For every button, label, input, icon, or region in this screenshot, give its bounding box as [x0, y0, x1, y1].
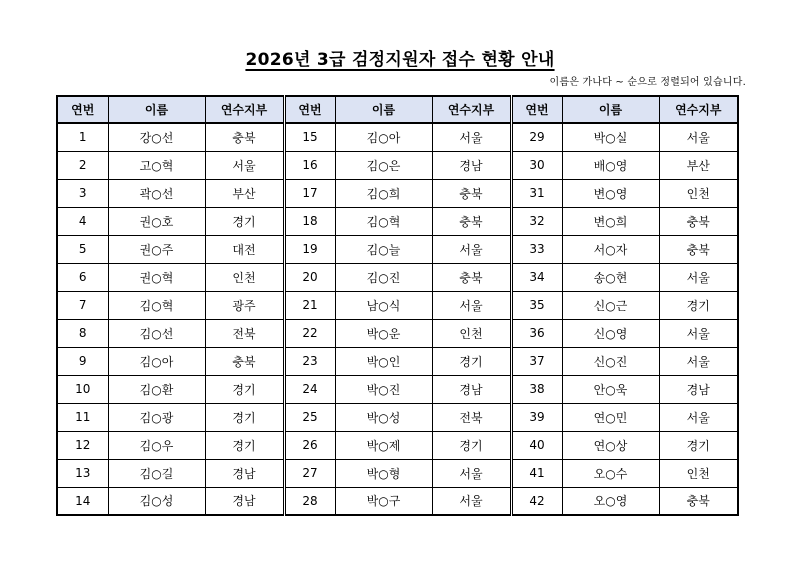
cell-branch: 서울 [432, 459, 511, 487]
cell-branch: 경기 [432, 431, 511, 459]
cell-branch: 인천 [205, 263, 284, 291]
cell-num: 8 [57, 319, 108, 347]
cell-name: 김○희 [335, 179, 432, 207]
header-branch: 연수지부 [205, 96, 284, 123]
table-row [57, 123, 738, 151]
cell-branch: 인천 [659, 459, 738, 487]
header-branch: 연수지부 [432, 96, 511, 123]
cell-name: 김○아 [108, 347, 205, 375]
cell-num: 17 [284, 179, 335, 207]
cell-branch: 광주 [205, 291, 284, 319]
header-branch: 연수지부 [659, 96, 738, 123]
header-num: 연번 [511, 96, 562, 123]
cell-name: 연○민 [562, 403, 659, 431]
cell-name: 김○늘 [335, 235, 432, 263]
cell-name: 박○진 [335, 375, 432, 403]
cell-num: 41 [511, 459, 562, 487]
cell-branch: 경기 [659, 431, 738, 459]
cell-num: 1 [57, 123, 108, 151]
cell-name: 강○선 [108, 123, 205, 151]
cell-num: 15 [284, 123, 335, 151]
cell-name: 곽○선 [108, 179, 205, 207]
cell-name: 박○제 [335, 431, 432, 459]
cell-name: 송○현 [562, 263, 659, 291]
cell-branch: 서울 [659, 319, 738, 347]
cell-name: 오○영 [562, 487, 659, 515]
cell-name: 배○영 [562, 151, 659, 179]
cell-branch: 충북 [205, 347, 284, 375]
cell-branch: 부산 [205, 179, 284, 207]
cell-name: 김○환 [108, 375, 205, 403]
cell-branch: 경기 [205, 207, 284, 235]
cell-branch: 경남 [205, 459, 284, 487]
table-body [57, 123, 738, 515]
cell-name: 변○영 [562, 179, 659, 207]
cell-branch: 충북 [432, 207, 511, 235]
table-row [57, 207, 738, 235]
cell-branch: 경남 [432, 375, 511, 403]
cell-name: 권○혁 [108, 263, 205, 291]
cell-num: 40 [511, 431, 562, 459]
cell-branch: 서울 [659, 263, 738, 291]
cell-num: 2 [57, 151, 108, 179]
header-name: 이름 [335, 96, 432, 123]
cell-name: 김○혁 [108, 291, 205, 319]
cell-name: 남○식 [335, 291, 432, 319]
table-row [57, 403, 738, 431]
cell-branch: 전북 [432, 403, 511, 431]
cell-name: 오○수 [562, 459, 659, 487]
page-title [0, 45, 800, 70]
cell-branch: 경기 [659, 291, 738, 319]
cell-branch: 서울 [432, 123, 511, 151]
cell-num: 39 [511, 403, 562, 431]
cell-branch: 대전 [205, 235, 284, 263]
cell-branch: 서울 [432, 487, 511, 515]
cell-num: 28 [284, 487, 335, 515]
cell-name: 김○진 [335, 263, 432, 291]
table-row [57, 459, 738, 487]
cell-num: 30 [511, 151, 562, 179]
cell-num: 16 [284, 151, 335, 179]
cell-name: 박○구 [335, 487, 432, 515]
cell-branch: 경남 [659, 375, 738, 403]
cell-branch: 경남 [205, 487, 284, 515]
cell-name: 안○욱 [562, 375, 659, 403]
cell-num: 34 [511, 263, 562, 291]
table-header [57, 96, 738, 123]
cell-name: 서○자 [562, 235, 659, 263]
cell-branch: 충북 [659, 235, 738, 263]
cell-name: 김○길 [108, 459, 205, 487]
cell-name: 연○상 [562, 431, 659, 459]
cell-name: 신○근 [562, 291, 659, 319]
cell-branch: 부산 [659, 151, 738, 179]
page-title-text: 2026년 3급 검정지원자 접수 현황 안내 [245, 50, 555, 70]
cell-name: 김○아 [335, 123, 432, 151]
cell-branch: 경기 [205, 431, 284, 459]
sort-note: 이름은 가나다 ~ 순으로 정렬되어 있습니다. [549, 77, 746, 88]
cell-name: 김○은 [335, 151, 432, 179]
table-row [57, 235, 738, 263]
cell-branch: 서울 [432, 235, 511, 263]
cell-name: 고○혁 [108, 151, 205, 179]
table-row [57, 319, 738, 347]
cell-name: 김○혁 [335, 207, 432, 235]
cell-branch: 서울 [659, 403, 738, 431]
cell-num: 19 [284, 235, 335, 263]
cell-name: 박○인 [335, 347, 432, 375]
cell-branch: 서울 [659, 123, 738, 151]
cell-branch: 인천 [659, 179, 738, 207]
cell-num: 9 [57, 347, 108, 375]
cell-num: 20 [284, 263, 335, 291]
cell-branch: 전북 [205, 319, 284, 347]
cell-branch: 충북 [659, 487, 738, 515]
cell-name: 박○형 [335, 459, 432, 487]
cell-num: 21 [284, 291, 335, 319]
cell-num: 3 [57, 179, 108, 207]
table-row [57, 291, 738, 319]
cell-name: 권○주 [108, 235, 205, 263]
cell-num: 36 [511, 319, 562, 347]
cell-num: 31 [511, 179, 562, 207]
header-name: 이름 [108, 96, 205, 123]
cell-num: 10 [57, 375, 108, 403]
header-name: 이름 [562, 96, 659, 123]
cell-num: 7 [57, 291, 108, 319]
header-row [57, 96, 738, 123]
cell-num: 25 [284, 403, 335, 431]
cell-num: 5 [57, 235, 108, 263]
cell-num: 14 [57, 487, 108, 515]
cell-num: 35 [511, 291, 562, 319]
header-num: 연번 [57, 96, 108, 123]
table-row [57, 151, 738, 179]
cell-num: 38 [511, 375, 562, 403]
cell-num: 11 [57, 403, 108, 431]
table-row [57, 263, 738, 291]
cell-name: 변○희 [562, 207, 659, 235]
cell-num: 42 [511, 487, 562, 515]
table-row [57, 347, 738, 375]
cell-name: 김○우 [108, 431, 205, 459]
cell-branch: 경기 [205, 403, 284, 431]
cell-branch: 경기 [432, 347, 511, 375]
cell-branch: 충북 [205, 123, 284, 151]
cell-branch: 충북 [432, 179, 511, 207]
cell-name: 김○광 [108, 403, 205, 431]
cell-num: 22 [284, 319, 335, 347]
cell-num: 32 [511, 207, 562, 235]
cell-name: 신○영 [562, 319, 659, 347]
table-row [57, 431, 738, 459]
cell-branch: 충북 [432, 263, 511, 291]
cell-branch: 서울 [659, 347, 738, 375]
table-row [57, 179, 738, 207]
header-num: 연번 [284, 96, 335, 123]
cell-num: 24 [284, 375, 335, 403]
cell-num: 18 [284, 207, 335, 235]
cell-name: 권○호 [108, 207, 205, 235]
cell-branch: 서울 [432, 291, 511, 319]
cell-num: 12 [57, 431, 108, 459]
cell-name: 김○성 [108, 487, 205, 515]
cell-branch: 인천 [432, 319, 511, 347]
cell-branch: 경기 [205, 375, 284, 403]
cell-num: 4 [57, 207, 108, 235]
cell-name: 신○진 [562, 347, 659, 375]
cell-num: 33 [511, 235, 562, 263]
applicant-table [56, 95, 739, 516]
cell-num: 26 [284, 431, 335, 459]
cell-num: 37 [511, 347, 562, 375]
cell-name: 박○실 [562, 123, 659, 151]
cell-name: 박○성 [335, 403, 432, 431]
cell-num: 27 [284, 459, 335, 487]
cell-branch: 경남 [432, 151, 511, 179]
table-row [57, 487, 738, 515]
cell-branch: 충북 [659, 207, 738, 235]
cell-num: 6 [57, 263, 108, 291]
cell-name: 박○운 [335, 319, 432, 347]
table-row [57, 375, 738, 403]
cell-num: 23 [284, 347, 335, 375]
cell-num: 29 [511, 123, 562, 151]
cell-num: 13 [57, 459, 108, 487]
cell-branch: 서울 [205, 151, 284, 179]
cell-name: 김○선 [108, 319, 205, 347]
